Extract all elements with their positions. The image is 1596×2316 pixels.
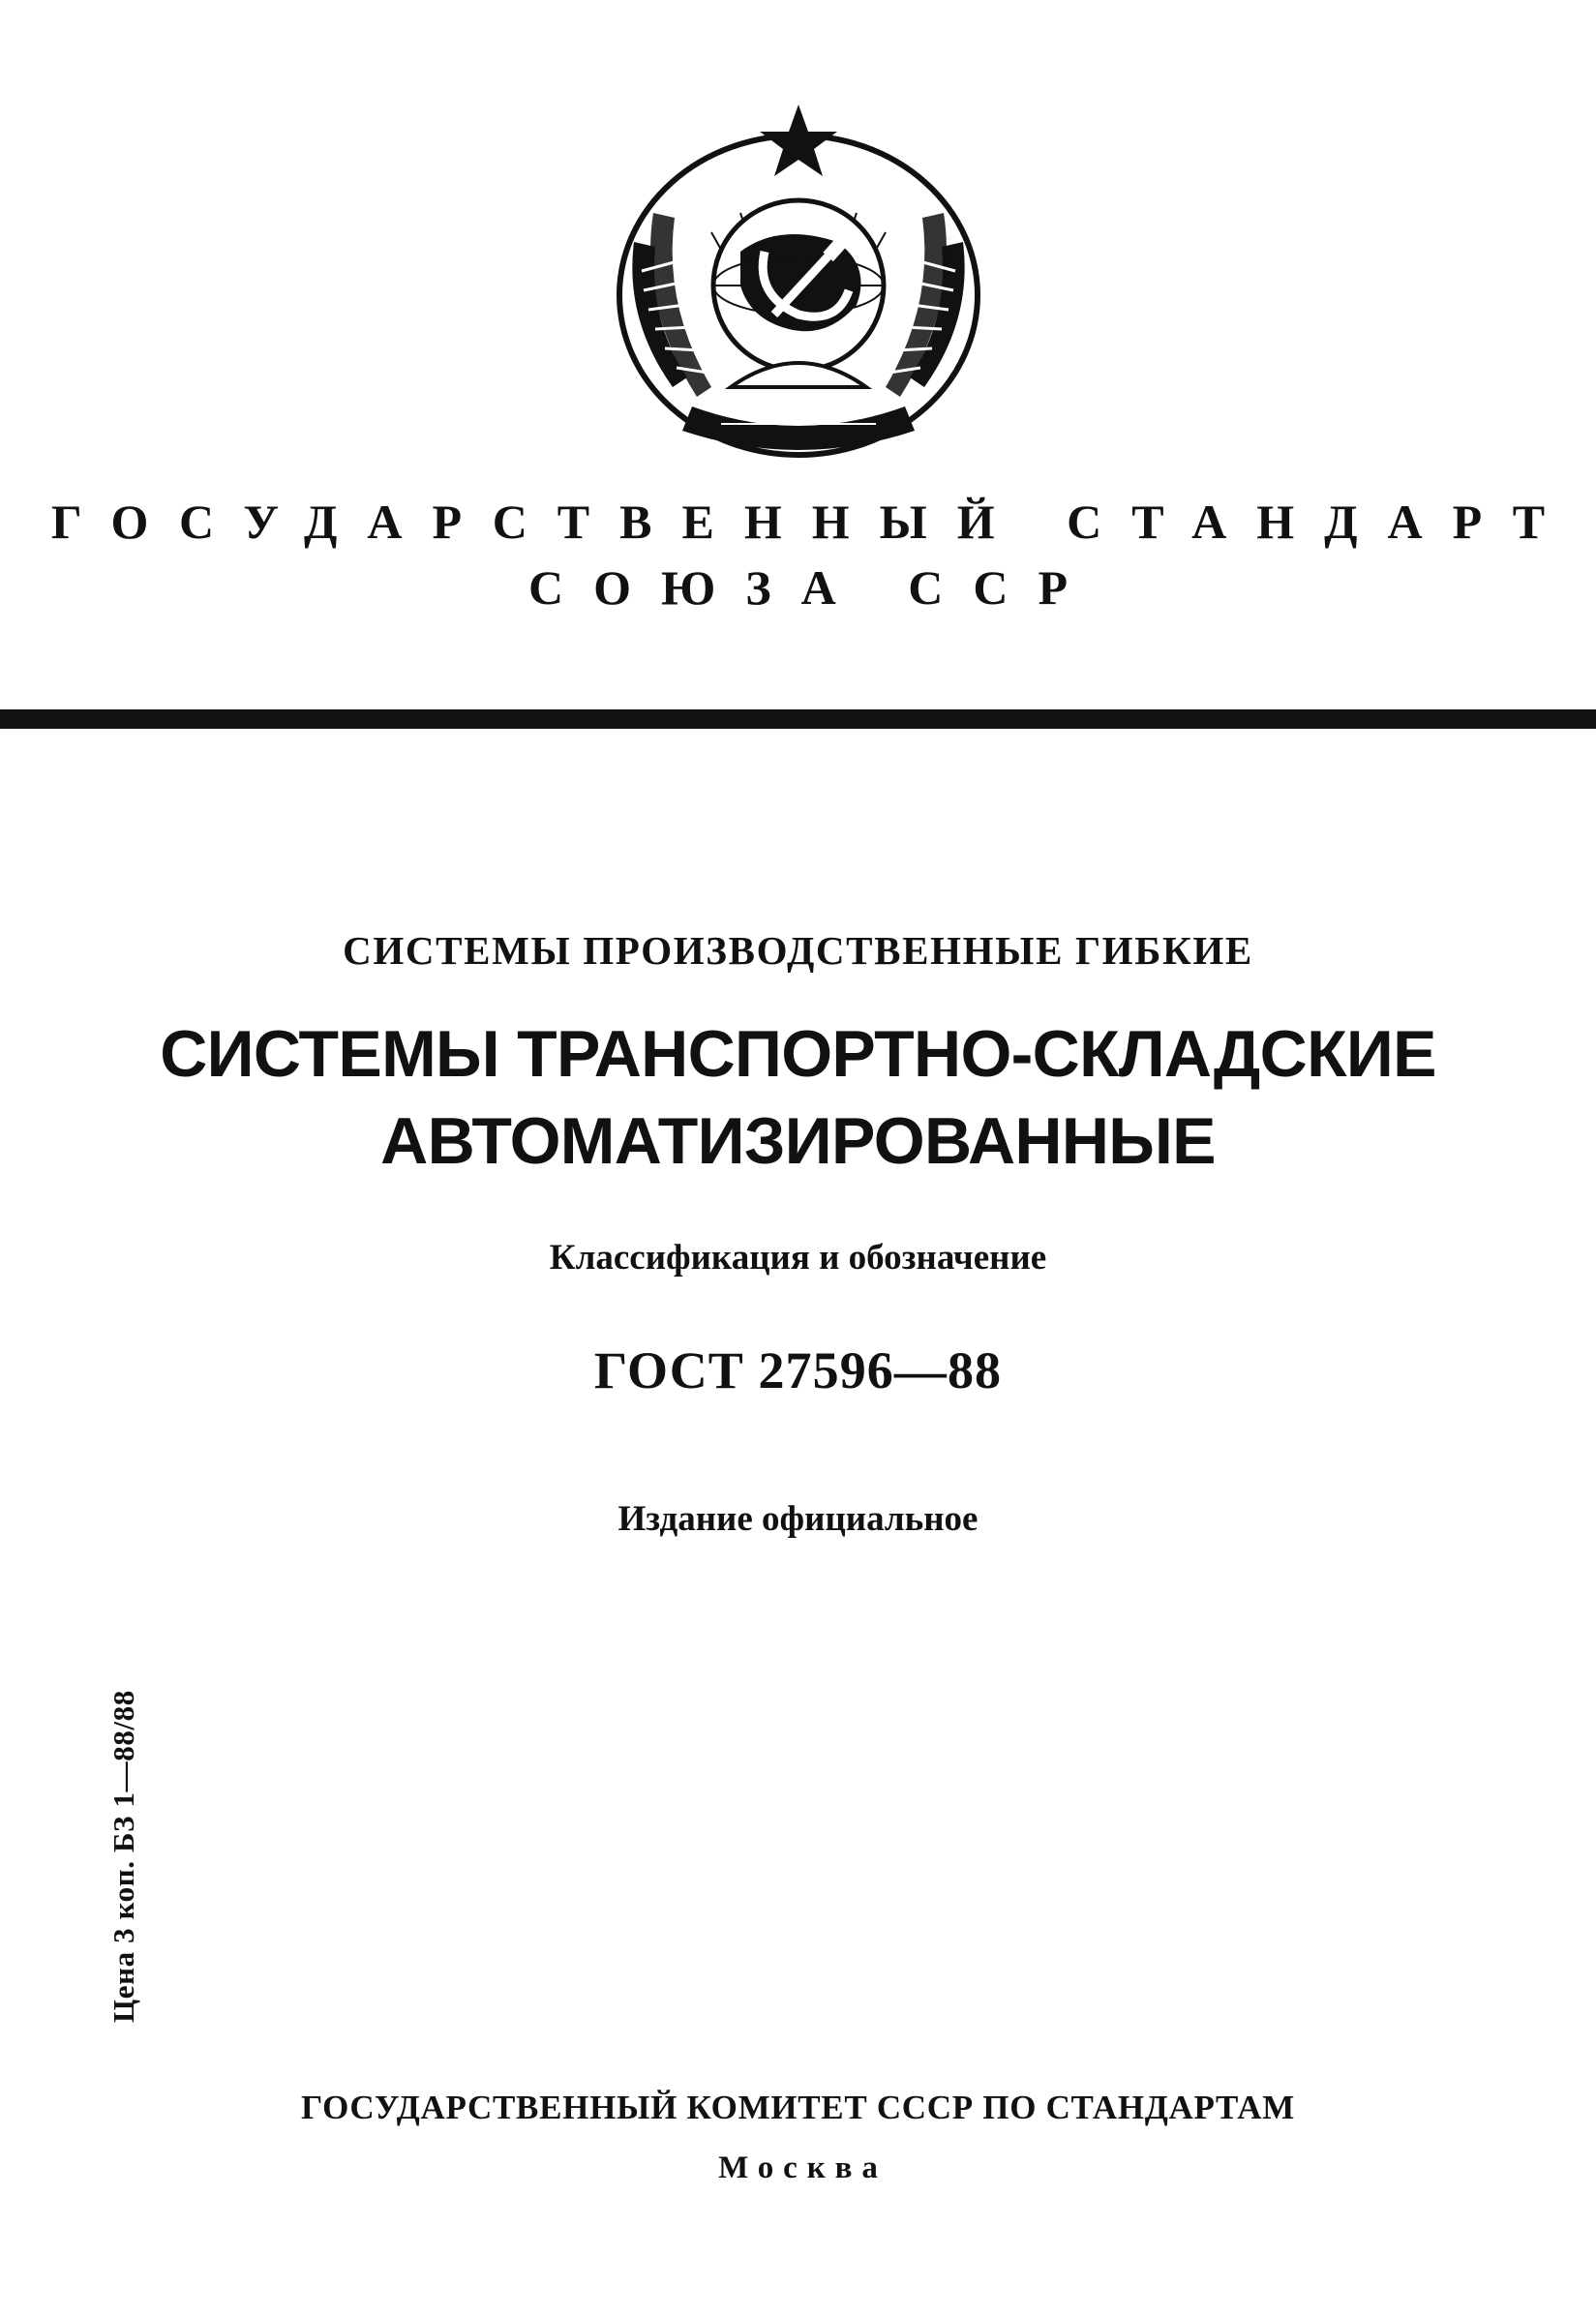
header-standard-line: ГОСУДАРСТВЕННЫЙ СТАНДАРТ: [50, 495, 1576, 549]
publisher-city: Москва: [718, 2151, 888, 2185]
ussr-state-emblem-icon: [595, 97, 1002, 465]
standard-number: ГОСТ 27596—88: [593, 1341, 1003, 1399]
main-title-line-1: СИСТЕМЫ ТРАНСПОРТНО-СКЛАДСКИЕ: [160, 1017, 1436, 1091]
subtitle: Классификация и обозначение: [549, 1238, 1047, 1278]
header-divider: [0, 709, 1596, 729]
publisher-name: ГОСУДАРСТВЕННЫЙ КОМИТЕТ СССР ПО СТАНДАРТАМ: [300, 2089, 1296, 2126]
series-title: СИСТЕМЫ ПРОИЗВОДСТВЕННЫЕ ГИБКИЕ: [343, 928, 1253, 973]
main-title-line-2: АВТОМАТИЗИРОВАННЫЕ: [380, 1104, 1216, 1178]
edition-note: Издание официальное: [617, 1499, 979, 1539]
header-union-line: СОЮЗА ССР: [527, 560, 1099, 615]
price-side-note-text: Цена 3 коп. БЗ 1—88/88: [106, 1690, 140, 2023]
